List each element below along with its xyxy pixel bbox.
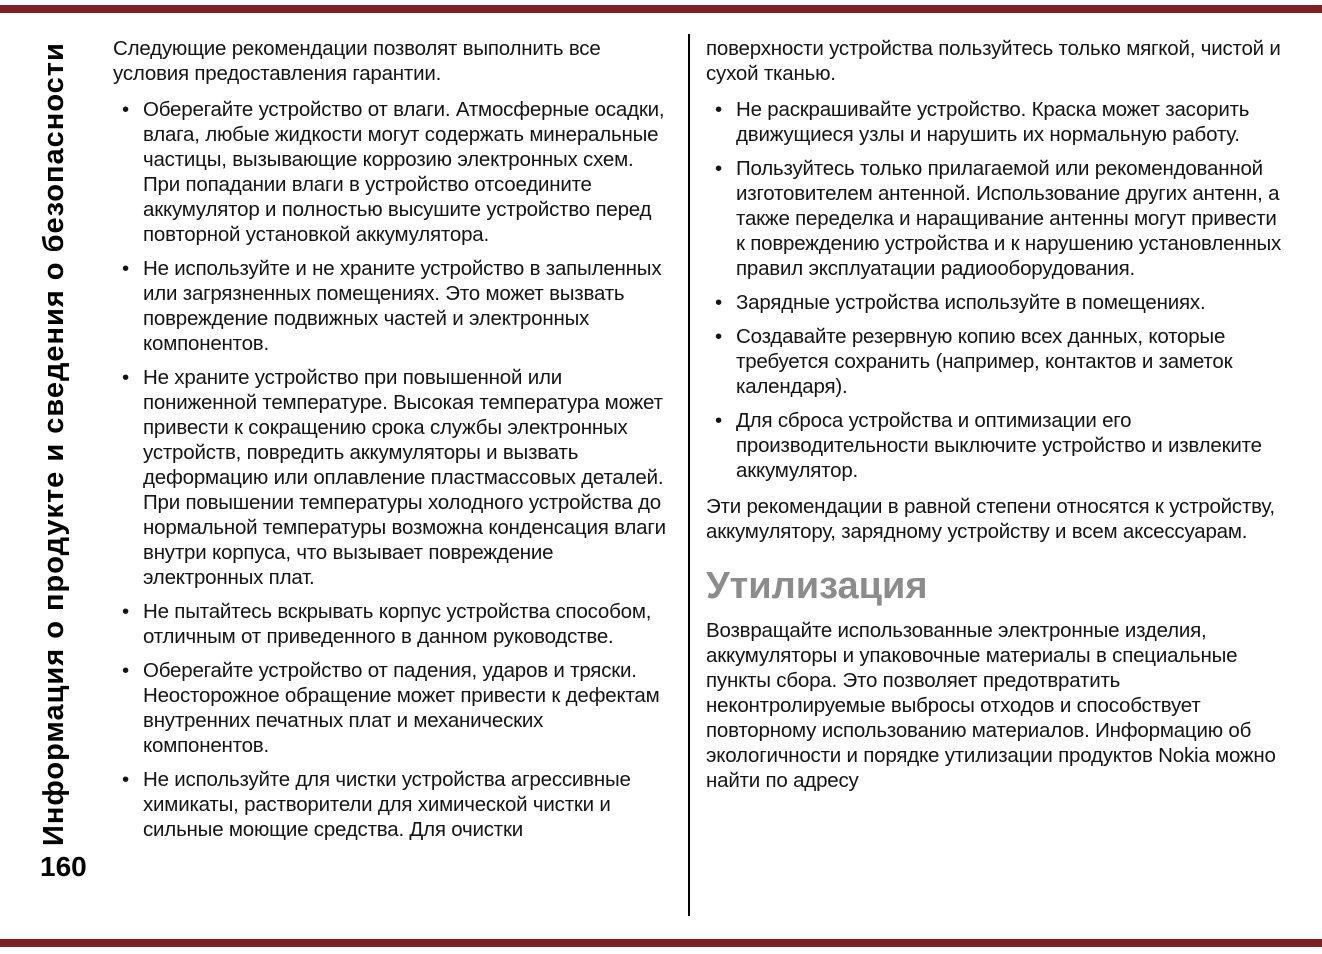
chapter-sidebar-title: Информация о продукте и сведения о безопасности — [38, 42, 70, 846]
intro-paragraph: Следующие рекомендации позволят выполнить все условия предоставления гарантии. — [113, 37, 601, 85]
page-top-rule — [0, 5, 1322, 13]
section-heading-recycle: Утилизация — [706, 565, 928, 607]
care-list-right — [706, 97, 1286, 483]
left-column — [113, 36, 669, 853]
right-column — [706, 36, 1286, 804]
list-item: • Не раскрашивайте устройство. Краска может засорить движущиеся узлы и нарушить их нормальную работу. — [706, 97, 1286, 147]
list-item: • Для сброса устройства и оптимизации его производительности выключите устройство и извлеките аккумулятор. — [706, 408, 1286, 483]
care-list-left — [113, 97, 669, 842]
recycle-paragraph: Возвращайте использованные электронные изделия, аккумуляторы и упаковочные материалы в специальные пункты сбора. Это позволяет предотвратить неконтролируемые выбросы отходов и способствует повторному использованию материалов. Информацию об экологичности и порядке утилизации продуктов Nokia можно найти по адресу — [706, 619, 1276, 792]
list-item: • Не используйте для чистки устройства агрессивные химикаты, растворители для химической чистки и сильные моющие средства. Для очистки — [113, 767, 669, 842]
page-bottom-rule — [0, 939, 1322, 947]
page-number: 160 — [40, 851, 87, 882]
list-item: • Пользуйтесь только прилагаемой или рекомендованной изготовителем антенной. Использование других антенн, а также переделка и наращивание антенны могут привести к повреждению устройства и к нарушению установленных правил эксплуатации радиооборудования. — [706, 156, 1286, 281]
list-item: • Не используйте и не храните устройство в запыленных или загрязненных помещениях. Это может вызвать повреждение подвижных частей и электронных компонентов. — [113, 256, 669, 356]
list-item: • Оберегайте устройство от влаги. Атмосферные осадки, влага, любые жидкости могут содержать минеральные частицы, вызывающие коррозию электронных схем. При попадании влаги в устройство отсоедините аккумулятор и полностью высушите устройство перед повторной установкой аккумулятора. — [113, 97, 669, 247]
list-item: • Создавайте резервную копию всех данных, которые требуется сохранить (например, контактов и заметок календаря). — [706, 324, 1286, 399]
list-item: • Не пытайтесь вскрывать корпус устройства способом, отличным от приведенного в данном руководстве. — [113, 599, 669, 649]
list-item: • Не храните устройство при повышенной или пониженной температуре. Высокая температура может привести к сокращению срока службы электронных устройств, повредить аккумуляторы и вызвать деформацию или оплавление пластмассовых деталей. При повышении температуры холодного устройства до нормальной температуры возможна конденсация влаги внутри корпуса, что вызывает повреждение электронных плат. — [113, 365, 669, 590]
continuation-paragraph: поверхности устройства пользуйтесь только мягкой, чистой и сухой тканью. — [706, 37, 1281, 85]
closing-paragraph: Эти рекомендации в равной степени относятся к устройству, аккумулятору, зарядному устройству и всем аксессуарам. — [706, 495, 1275, 543]
list-item: • Оберегайте устройство от падения, ударов и тряски. Неосторожное обращение может привести к дефектам внутренних печатных плат и механических компонентов. — [113, 658, 669, 758]
column-divider — [688, 34, 690, 916]
list-item: • Зарядные устройства используйте в помещениях. — [706, 290, 1286, 315]
